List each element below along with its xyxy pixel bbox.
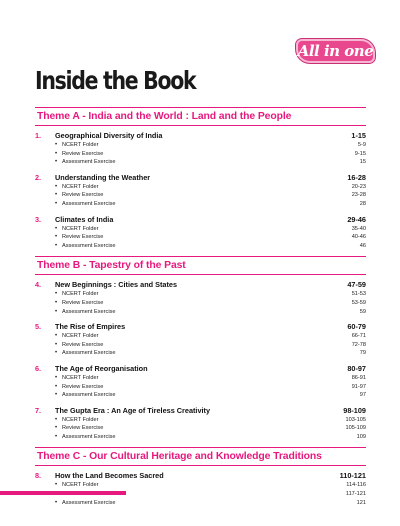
- sub-entry-pages: 59: [359, 308, 366, 315]
- sub-entry-pages: 5-9: [357, 142, 366, 148]
- sub-entry-pages: 72-78: [351, 341, 366, 348]
- bullet-icon: •: [55, 183, 58, 190]
- sub-entry-label: NCERT Folder: [62, 142, 99, 148]
- sub-entry-pages: 53-59: [351, 299, 366, 306]
- chapter-row: [35, 364, 366, 374]
- sub-entry-pages: 23-28: [351, 192, 366, 199]
- bullet-icon: •: [55, 392, 58, 399]
- sub-entry-label: Review Exercise: [62, 192, 104, 199]
- sub-entry-label: Review Exercise: [62, 383, 104, 390]
- bullet-icon: •: [55, 308, 58, 315]
- sub-entry-pages: 109: [356, 433, 366, 440]
- bullet-icon: •: [55, 225, 58, 232]
- sub-entry: [35, 191, 366, 200]
- bullet-icon: •: [55, 242, 58, 249]
- sub-entry: [35, 242, 366, 251]
- sub-entry-label: NCERT Folder: [62, 183, 99, 190]
- sub-entry-label: NCERT Folder: [62, 482, 99, 489]
- sub-entry-label: NCERT Folder: [62, 374, 99, 381]
- chapter-entry: [35, 215, 366, 251]
- decorative-bar: [0, 491, 126, 495]
- theme-section: [35, 447, 366, 507]
- chapter-row: [35, 215, 366, 225]
- sub-entry-label: Review Exercise: [62, 234, 104, 241]
- sub-entry: [35, 200, 366, 209]
- bullet-icon: •: [55, 333, 58, 340]
- sub-entry-label: NCERT Folder: [62, 333, 99, 340]
- sub-entry-label: NCERT Folder: [62, 291, 99, 298]
- sub-entry-label: Assessment Exercise: [62, 200, 116, 207]
- bullet-icon: •: [55, 425, 58, 432]
- sub-entry-label: Review Exercise: [62, 425, 104, 432]
- sub-entry: [35, 290, 366, 299]
- bullet-icon: •: [55, 416, 58, 423]
- theme-section: [35, 107, 366, 250]
- sub-entry-label: Assessment Exercise: [62, 308, 116, 315]
- bullet-icon: •: [55, 374, 58, 381]
- sub-entry-label: NCERT Folder: [62, 416, 99, 423]
- chapter-row: [35, 406, 366, 416]
- sub-entry: [35, 416, 366, 425]
- chapter-pages: 1-15: [351, 131, 366, 140]
- chapter-entry: [35, 131, 366, 167]
- sub-entry-label: Review Exercise: [62, 341, 104, 348]
- sub-entry-pages: 28: [359, 200, 366, 207]
- chapter-entry: [35, 280, 366, 316]
- chapter-row: [35, 280, 366, 290]
- sub-entry-label: Assessment Exercise: [62, 392, 116, 399]
- chapter-pages: 60-79: [347, 322, 366, 332]
- sub-entry-label: Assessment Exercise: [62, 159, 116, 166]
- chapter-pages: 29-46: [347, 214, 366, 224]
- sub-entry: [35, 481, 366, 490]
- chapter-title: Climates of India: [55, 214, 114, 224]
- bullet-icon: •: [55, 341, 58, 348]
- all-in-one-logo: [296, 39, 375, 63]
- theme-heading: Theme B - Tapestry of the Past: [35, 256, 366, 275]
- sub-entry-label: Assessment Exercise: [62, 499, 116, 506]
- sub-entry: [35, 499, 366, 508]
- chapter-entry: [35, 173, 366, 209]
- chapter-number: 5.: [35, 322, 42, 332]
- chapter-number: 6.: [35, 363, 42, 373]
- theme-heading: Theme A - India and the World : Land and the People: [35, 107, 366, 126]
- chapter-pages: 47-59: [347, 280, 366, 290]
- sub-entry: [35, 233, 366, 242]
- chapter-number: 8.: [35, 471, 42, 481]
- sub-entry-label: Review Exercise: [62, 150, 104, 157]
- sub-entry: [35, 183, 366, 192]
- sub-entry: [35, 225, 366, 234]
- sub-entry-pages: 103-105: [345, 416, 366, 423]
- sub-entry: [35, 374, 366, 383]
- chapter-entry: [35, 364, 366, 400]
- sub-entry: [35, 341, 366, 350]
- sub-entry-pages: 79: [359, 350, 366, 357]
- chapter-title: Geographical Diversity of India: [55, 131, 163, 140]
- bullet-icon: •: [55, 482, 58, 489]
- bullet-icon: •: [55, 159, 58, 166]
- bullet-icon: •: [55, 383, 58, 390]
- sub-entry: [35, 299, 366, 308]
- chapter-entry: [35, 322, 366, 358]
- theme-heading: Theme C - Our Cultural Heritage and Knowledge Traditions: [35, 447, 366, 466]
- sub-entry-pages: 51-53: [351, 291, 366, 298]
- chapter-number: 1.: [35, 131, 42, 140]
- chapter-pages: 80-97: [347, 363, 366, 373]
- sub-entry: [35, 158, 366, 167]
- chapter-pages: 110-121: [339, 471, 366, 481]
- chapter-pages: 98-109: [343, 405, 366, 415]
- chapter-title: The Age of Reorganisation: [55, 363, 148, 373]
- sub-entry: [35, 349, 366, 358]
- sub-entry: [35, 150, 366, 159]
- sub-entry-pages: 46: [359, 242, 366, 249]
- bullet-icon: •: [55, 433, 58, 440]
- sub-entry-pages: 117-121: [345, 491, 366, 498]
- sub-entry-label: Review Exercise: [62, 299, 104, 306]
- chapter-title: The Rise of Empires: [55, 322, 126, 332]
- chapter-title: The Gupta Era : An Age of Tireless Creativity: [55, 405, 211, 415]
- bullet-icon: •: [55, 299, 58, 306]
- bullet-icon: •: [55, 142, 58, 148]
- sub-entry-pages: 86-91: [351, 374, 366, 381]
- sub-entry-pages: 105-109: [345, 425, 366, 432]
- chapter-row: [35, 471, 366, 481]
- bullet-icon: •: [55, 291, 58, 298]
- chapter-row: [35, 173, 366, 183]
- sub-entry-pages: 97: [359, 392, 366, 399]
- chapter-pages: 16-28: [347, 172, 366, 182]
- bullet-icon: •: [55, 234, 58, 241]
- chapter-row: [35, 322, 366, 332]
- sub-entry-pages: 20-23: [351, 183, 366, 190]
- sub-entry-label: Assessment Exercise: [62, 242, 116, 249]
- sub-entry-pages: 121: [356, 499, 366, 506]
- sub-entry: [35, 424, 366, 433]
- page-title: Inside the Book: [35, 66, 196, 95]
- sub-entry-pages: 114-116: [346, 482, 366, 489]
- sub-entry-pages: 91-97: [351, 383, 366, 390]
- bullet-icon: •: [55, 150, 58, 157]
- bullet-icon: •: [55, 192, 58, 199]
- sub-entry: [35, 383, 366, 392]
- theme-section: [35, 256, 366, 441]
- sub-entry-label: NCERT Folder: [62, 225, 99, 232]
- bullet-icon: •: [55, 350, 58, 357]
- sub-entry: [35, 141, 366, 150]
- sub-entry: [35, 308, 366, 317]
- sub-entry: [35, 433, 366, 442]
- chapter-number: 7.: [35, 405, 42, 415]
- chapter-title: How the Land Becomes Sacred: [55, 471, 164, 481]
- sub-entry-pages: 15: [359, 159, 366, 166]
- chapter-number: 3.: [35, 214, 42, 224]
- logo-text: All in one: [297, 42, 374, 60]
- bullet-icon: •: [55, 499, 58, 506]
- sub-entry-pages: 35-40: [351, 225, 366, 232]
- sub-entry-pages: 9-15: [354, 150, 366, 157]
- bullet-icon: •: [55, 200, 58, 207]
- chapter-title: New Beginnings : Cities and States: [55, 280, 178, 290]
- chapter-number: 4.: [35, 280, 42, 290]
- sub-entry: [35, 332, 366, 341]
- sub-entry-label: Assessment Exercise: [62, 433, 116, 440]
- table-of-contents: [35, 107, 366, 513]
- sub-entry-pages: 66-71: [351, 333, 366, 340]
- chapter-number: 2.: [35, 172, 42, 182]
- chapter-row: [35, 131, 366, 141]
- chapter-entry: [35, 471, 366, 507]
- sub-entry: [35, 391, 366, 400]
- sub-entry-pages: 40-46: [351, 234, 366, 241]
- chapter-title: Understanding the Weather: [55, 172, 151, 182]
- chapter-entry: [35, 406, 366, 442]
- sub-entry-label: Assessment Exercise: [62, 350, 116, 357]
